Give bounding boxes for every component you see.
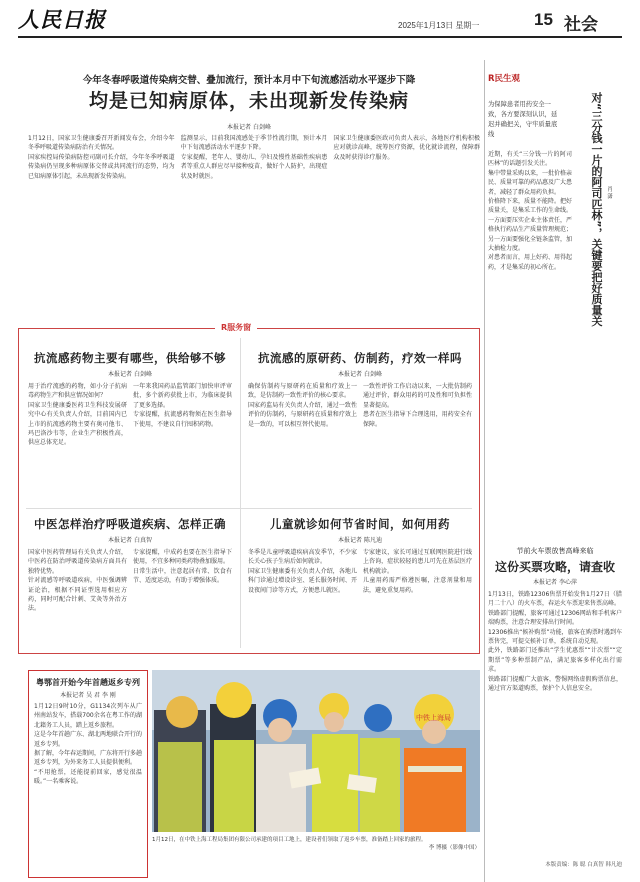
service-paragraph: 针对流感等呼吸道疾病，中医强调辨证论治，根据不同证型选用相应方药，同时可配合针刺、艾灸等外治方法。	[28, 577, 127, 613]
service-paragraph: 专家提醒，抗流感药物须在医生指导下使用，不建议自行囤积药物。	[133, 411, 232, 428]
ticket-guide-paragraph: 此外，铁路部门还推出“学生优惠票”“计次票”“定期票”等多种票制产品，满足旅客多样化出行需求。	[488, 647, 622, 674]
ticket-guide-paragraph: 1月13日，铁路12306售票开始发售1月27日（腊月二十八）的火车票，春运火车票迎来售票高峰。	[488, 591, 622, 608]
ticket-guide-paragraph: 12306推出“候补购票”功能，旅客在购票时遇到车票售完，可提交候补订单，系统自动兑现。	[488, 628, 622, 646]
rmin-quote: 为保障患者用药安全一致，各方要深刻认识，延迟并确把关，守牢质量底线	[488, 101, 558, 138]
rmin-header-block	[488, 72, 622, 88]
service-article-body	[28, 382, 232, 498]
service-article-body	[248, 548, 472, 658]
service-article-byline: 本报记者 白真智	[108, 537, 152, 544]
lead-headline: 均是已知病原体，未出现新发传染病	[88, 90, 409, 112]
commentary-body	[488, 150, 572, 538]
lead-paragraph: 1月12日，国家卫生健康委召开新闻发布会，介绍今年冬季呼吸道传染病防治有关情况。	[28, 135, 175, 152]
rail-paragraph: 1月12日9时10分，G1134次列车从广州南站发车，搭载700余名在粤工作的湖北籍务工人员，踏上返乡旅程。	[34, 703, 142, 729]
service-article	[248, 350, 472, 498]
rail-special-body	[34, 702, 142, 870]
rail-paragraph: 据了解，今年春运期间，广东将开行多趟返乡专列，为外来务工人员提供便利。	[34, 750, 142, 767]
service-divider-vertical	[240, 338, 241, 648]
service-paragraph: 一致性评价工作启动以来，一大批仿制药通过评价，群众用药的可及性和可负担性显著提高。	[363, 383, 472, 409]
service-paragraph: 专家提醒，中成药也要在医生指导下使用，不宜多种同类药物叠加服用。	[133, 549, 232, 566]
workers-illustration	[152, 670, 480, 832]
service-article-title: 儿童就诊如何节省时间，如何用药	[270, 517, 450, 531]
workers-photo	[152, 670, 480, 832]
service-paragraph: 用于治疗流感的药物，如小分子抗病毒药物生产和供应情况如何？	[28, 383, 127, 400]
rmin-header: R民生观	[488, 74, 521, 84]
ticket-guide-headline: 这份买票攻略，请查收	[494, 560, 615, 574]
commentary-paragraph: 对患者而言，用上好药、用得起药，才是集采的初心所在。	[488, 254, 572, 271]
rail-special-headline: 粤鄂首开始今年首趟返乡专列	[36, 678, 140, 687]
vest-label: 中铁上海局	[416, 714, 451, 722]
rail-special-byline: 本报记者 吴 君 李 刚	[60, 692, 116, 699]
service-paragraph: 日常生活中，注意起居有常、饮食有节、适度运动，有助于增强体质。	[133, 567, 232, 585]
service-article-byline: 本报记者 白剑峰	[108, 371, 152, 378]
commentary-paragraph: 集中带量采购以来，一批价格亲民、质量可靠的药品惠及广大患者，减轻了群众用药负担。	[488, 169, 572, 196]
service-paragraph: 国家中医药管理局有关负责人介绍，中医药在防治呼吸道传染病方面具有独特优势。	[28, 549, 127, 575]
lead-paragraph: 国家疾控局传染病防控司副司长介绍，今年冬季呼吸道传染病仍呈现多种病原体交替或共同流行的态势，均为已知病原体引起，未出现新发传染病。	[28, 153, 175, 180]
photo-caption: 1月12日，在中铁上海工程局集团有限公司承建的项目工地上，建设者们领取了返乡车票，准备踏上回家的旅程。	[152, 837, 427, 843]
commentary-author: 肖 潇	[606, 186, 612, 199]
masthead	[18, 4, 622, 38]
service-article	[248, 516, 472, 658]
service-article-title: 抗流感的原研药、仿制药，疗效一样吗	[258, 351, 462, 365]
service-article-body	[28, 548, 232, 658]
service-paragraph: 专家建议，家长可通过互联网医院进行线上咨询，症状较轻的患儿可先在基层医疗机构就诊。	[363, 549, 472, 575]
service-divider-horizontal	[26, 508, 472, 509]
service-paragraph: 国家卫生健康委有关负责人介绍，各地儿科门诊通过增设诊室、延长服务时间、开设夜间门诊等方式，方便患儿就医。	[248, 567, 357, 594]
lead-paragraph: 专家提醒，老年人、婴幼儿、孕妇及慢性基础性疾病患者等重点人群应尽早接种疫苗，做好个人防护，出现症状及时就医。	[180, 153, 328, 180]
ticket-guide-byline: 本报记者 李心萍	[533, 579, 577, 586]
lead-byline: 本报记者 白剑峰	[227, 124, 271, 131]
ticket-guide-paragraph: 铁路部门提醒广大旅客，警惕网络虚假购票信息，通过官方渠道购票，保护个人信息安全。	[488, 675, 622, 693]
service-article-title: 中医怎样治疗呼吸道疾病、怎样正确	[34, 517, 226, 531]
service-article-byline: 本报记者 白剑峰	[338, 371, 382, 378]
ticket-guide-story	[488, 546, 622, 862]
service-paragraph: 国家药监局有关负责人介绍，通过一致性评价的仿制药，与原研药在质量和疗效上是一致的，可以相互替代使用。	[248, 401, 357, 428]
rail-paragraph: 这是今年首趟广东、湖北两地联合开行的返乡专列。	[34, 731, 142, 748]
ticket-guide-body	[488, 590, 622, 862]
service-article-title: 抗流感药物主要有哪些，供给够不够	[34, 351, 226, 365]
ticket-guide-kicker: 节前火车票放售高峰来临	[516, 547, 594, 555]
service-window-tag: R服务窗	[215, 322, 257, 333]
rail-paragraph: “不用抢票，还能提前回家，感觉很温暖。”一名乘客说。	[34, 768, 142, 786]
photo-credit: 李 博摄（影像中国）	[428, 845, 480, 851]
service-article-body	[248, 382, 472, 498]
service-paragraph: 一年来我国药品监管部门加快审评审批，多个新药获批上市，为临床提供了更多选择。	[133, 383, 232, 409]
issue-date: 2025年1月13日 星期一	[398, 21, 480, 30]
editors-credit: 本版责编：陈 聪 白真智 韩凡迪	[545, 862, 622, 868]
service-paragraph: 冬季是儿童呼吸道疾病高发季节，不少家长关心孩子生病后如何就诊。	[248, 549, 357, 566]
service-article	[28, 350, 232, 498]
lead-paragraph: 国家卫生健康委医政司负责人表示，各地医疗机构积极应对就诊高峰，统筹医疗资源，优化就诊流程，保障群众及时获得诊疗服务。	[333, 135, 480, 161]
lead-article-body	[28, 134, 480, 304]
service-paragraph: 确保仿制药与原研药在质量和疗效上一致，是仿制药一致性评价的核心要求。	[248, 383, 357, 400]
service-article	[28, 516, 232, 658]
ticket-guide-paragraph: 铁路部门提醒，旅客可通过12306网站和手机客户端购票，注意合理安排出行时间。	[488, 609, 622, 627]
rail-special-box	[28, 670, 148, 878]
service-paragraph: 国家卫生健康委医药卫生科技发展研究中心有关负责人介绍，目前国内已上市的抗流感药物主要有奥司他韦、玛巴洛沙韦等，企业生产积极性高，供应总体充足。	[28, 401, 127, 447]
photo-caption-block	[152, 836, 480, 876]
service-paragraph: 儿童用药需严格遵医嘱，注意剂量和用法，避免重复用药。	[363, 577, 472, 594]
newspaper-logo: 人民日报	[18, 7, 106, 32]
service-article-byline: 本报记者 陈凡迪	[338, 537, 382, 544]
column-divider	[484, 60, 485, 882]
section-name: 社会	[564, 15, 598, 35]
lead-kicker: 今年冬春呼吸道传染病交替、叠加流行，预计本月中下旬流感活动水平逐步下降	[82, 75, 416, 86]
lead-paragraph: 监测显示，目前我国流感处于季节性流行期，预计本月中下旬流感活动水平逐步下降。	[180, 135, 328, 152]
commentary-paragraph: 价格降下来，质量不能降。把好质量关，是集采工作的生命线。	[488, 198, 572, 215]
commentary-paragraph: 近期，有关“三分钱一片的阿司匹林”的话题引发关注。	[488, 151, 572, 168]
service-paragraph: 患者在医生指导下合理选用，用药安全有保障。	[363, 411, 472, 428]
page-number: 15	[534, 10, 553, 29]
commentary-headline: 对“三分钱一片的阿司匹林”，关键要把好质量关	[590, 92, 603, 327]
commentary-paragraph: 一方面要压实企业主体责任，严格执行药品生产质量管理规范；另一方面要强化全链条监管，加大抽检力度。	[488, 216, 572, 253]
